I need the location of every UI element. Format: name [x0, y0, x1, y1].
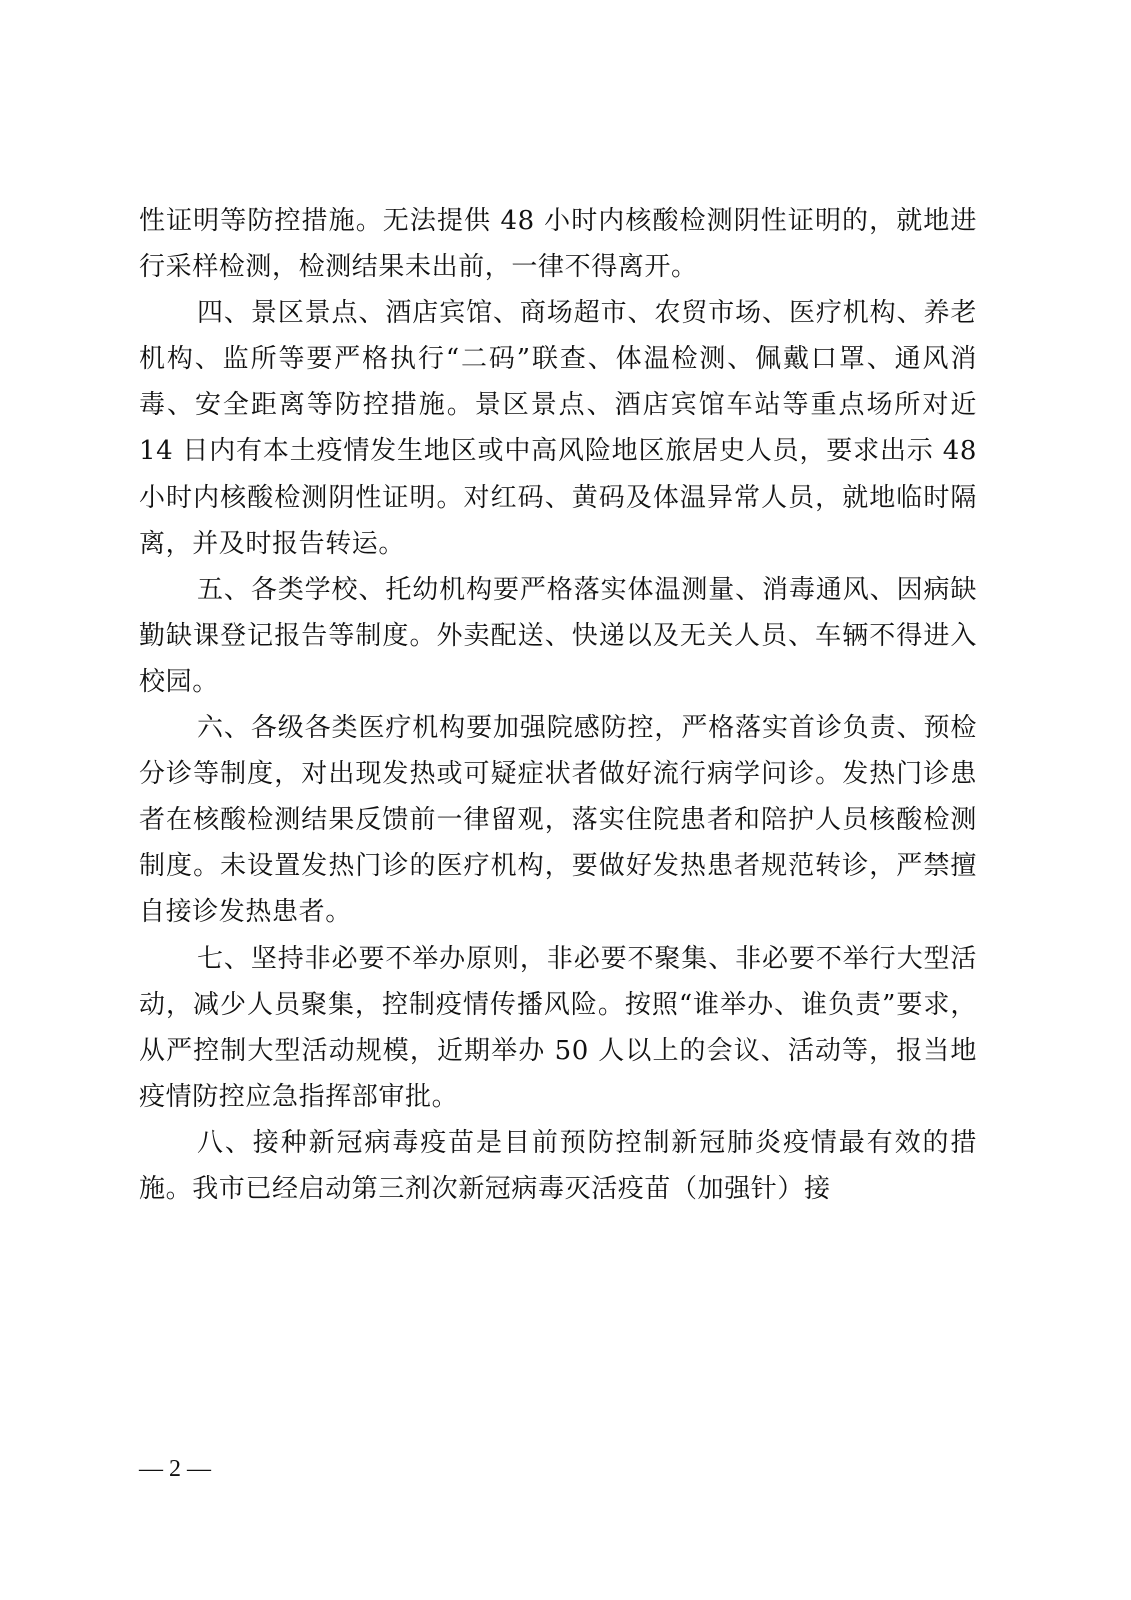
page-number: — 2 — [139, 1456, 211, 1482]
paragraph-item-7: 七、坚持非必要不举办原则，非必要不聚集、非必要不举行大型活动，减少人员聚集，控制疫情传播风险。按照“谁举办、谁负责”要求，从严控制大型活动规模，近期举办 50 人以上的会议、活动等，报当地疫情防控应急指挥部审批。 [139, 943, 977, 1112]
paragraph-item-6: 六、各级各类医疗机构要加强院感防控，严格落实首诊负责、预检分诊等制度，对出现发热或可疑症状者做好流行病学问诊。发热门诊患者在核酸检测结果反馈前一律留观，落实住院患者和陪护人员核酸检测制度。未设置发热门诊的医疗机构，要做好发热患者规范转诊，严禁擅自接诊发热患者。 [139, 713, 977, 928]
paragraph-item-5: 五、各类学校、托幼机构要严格落实体温测量、消毒通风、因病缺勤缺课登记报告等制度。外卖配送、快递以及无关人员、车辆不得进入校园。 [139, 574, 977, 697]
paragraph-item-8: 八、接种新冠病毒疫苗是目前预防控制新冠肺炎疫情最有效的措施。我市已经启动第三剂次新冠病毒灭活疫苗（加强针）接 [139, 1127, 977, 1204]
paragraph-item-4: 四、景区景点、酒店宾馆、商场超市、农贸市场、医疗机构、养老机构、监所等要严格执行“二码”联查、体温检测、佩戴口罩、通风消毒、安全距离等防控措施。景区景点、酒店宾馆车站等重点场所对近 14 日内有本土疫情发生地区或中高风险地区旅居史人员，要求出示 48 小时内核酸检测阴性证明。对红码、黄码及体温异常人员，就地临时隔离，并及时报告转运。 [139, 298, 977, 559]
document-body [139, 198, 977, 1212]
paragraph-continuation: 性证明等防控措施。无法提供 48 小时内核酸检测阴性证明的，就地进行采样检测，检测结果未出前，一律不得离开。 [139, 206, 977, 283]
